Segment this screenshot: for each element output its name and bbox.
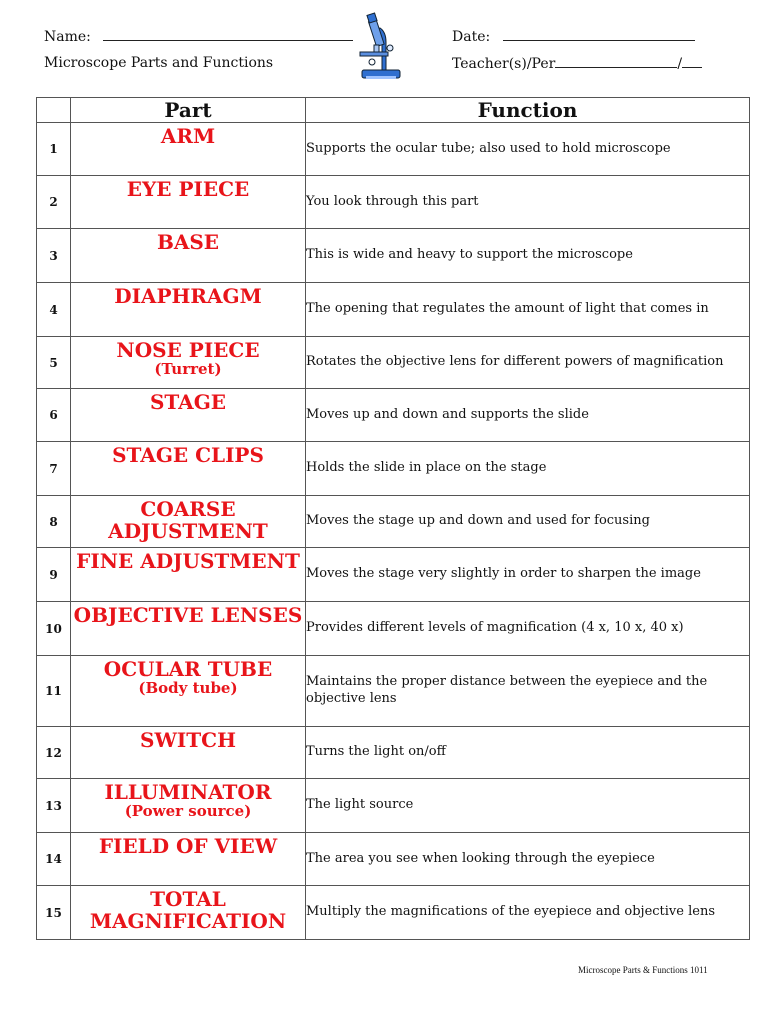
part-name: OCULAR TUBE [103,657,273,681]
teacher-blank [555,55,677,68]
row-number: 9 [37,548,71,602]
part-name-cell [71,833,306,886]
part-name: STAGE [149,390,227,414]
function-description: This is wide and heavy to support the microscope [306,229,750,283]
part-alt-name: (Turret) [154,360,222,379]
table-row [37,176,750,229]
row-number: 15 [37,886,71,940]
part-name: COARSE ADJUSTMENT [108,497,268,544]
name-label: Name: [44,29,91,45]
part-name: OBJECTIVE LENSES [73,603,303,627]
part-name: ARM [160,124,216,148]
function-description: Moves the stage up and down and used for focusing [306,496,750,548]
part-alt-name: (Body tube) [138,679,238,698]
part-name-cell [71,389,306,442]
part-name: EYE PIECE [126,177,250,201]
table-row [37,442,750,496]
table-row [37,602,750,656]
table-row [37,886,750,940]
function-description: Supports the ocular tube; also used to hold microscope [306,123,750,176]
row-number: 6 [37,389,71,442]
date-label: Date: [452,29,491,45]
function-description: Moves the stage very slightly in order to sharpen the image [306,548,750,602]
row-number: 4 [37,283,71,337]
function-description: The opening that regulates the amount of light that comes in [306,283,750,337]
part-column-header: Part [71,98,306,123]
part-name-cell [71,337,306,389]
name-blank [103,28,353,41]
part-name-cell [71,886,306,940]
part-name: STAGE CLIPS [112,443,264,467]
function-description: Rotates the objective lens for different powers of magnification [306,337,750,389]
row-number: 1 [37,123,71,176]
table-row [37,656,750,727]
part-name-cell [71,656,306,727]
teacher-separator: / [677,56,683,72]
part-name: ILLUMINATOR [104,780,272,804]
table-row [37,496,750,548]
part-name: FINE ADJUSTMENT [76,549,300,573]
part-name-cell [71,779,306,833]
part-name: NOSE PIECE [116,338,260,362]
table-row [37,833,750,886]
row-number: 5 [37,337,71,389]
table-row [37,229,750,283]
name-field [44,28,353,45]
part-name-cell [71,548,306,602]
part-name-cell [71,602,306,656]
row-number: 14 [37,833,71,886]
number-column-header [37,98,71,123]
table-header-row [37,98,750,123]
part-name: BASE [156,230,220,254]
part-name-cell [71,229,306,283]
function-column-header: Function [306,98,750,123]
row-number: 8 [37,496,71,548]
worksheet-title: Microscope Parts and Functions [44,55,274,71]
period-blank [682,55,702,68]
row-number: 12 [37,727,71,779]
teacher-field [452,55,702,72]
part-name: FIELD OF VIEW [98,834,278,858]
part-name: DIAPHRAGM [114,284,262,308]
function-description: Turns the light on/off [306,727,750,779]
function-description: The light source [306,779,750,833]
part-name-cell [71,442,306,496]
part-alt-name: (Power source) [124,802,252,821]
table-row [37,123,750,176]
row-number: 3 [37,229,71,283]
table-row [37,727,750,779]
worksheet-header [0,0,770,95]
table-row [37,548,750,602]
table-row [37,283,750,337]
microscope-icon [350,12,410,82]
row-number: 2 [37,176,71,229]
date-field [452,28,695,45]
row-number: 13 [37,779,71,833]
part-name-cell [71,176,306,229]
parts-table [36,97,750,940]
function-description: You look through this part [306,176,750,229]
teacher-label: Teacher(s)/Per [452,56,556,72]
part-name-cell [71,123,306,176]
function-description: Moves up and down and supports the slide [306,389,750,442]
part-name: TOTAL MAGNIFICATION [89,887,287,934]
part-name: SWITCH [140,728,236,752]
row-number: 11 [37,656,71,727]
table-row [37,337,750,389]
date-blank [503,28,695,41]
table-row [37,779,750,833]
table-row [37,389,750,442]
page-footer: Microscope Parts & Functions 1011 [578,965,708,975]
function-description: The area you see when looking through the eyepiece [306,833,750,886]
part-name-cell [71,496,306,548]
function-description: Maintains the proper distance between the eyepiece and the objective lens [306,656,750,727]
row-number: 10 [37,602,71,656]
function-description: Holds the slide in place on the stage [306,442,750,496]
function-description: Provides different levels of magnification (4 x, 10 x, 40 x) [306,602,750,656]
row-number: 7 [37,442,71,496]
part-name-cell [71,283,306,337]
part-name-cell [71,727,306,779]
function-description: Multiply the magnifications of the eyepiece and objective lens [306,886,750,940]
